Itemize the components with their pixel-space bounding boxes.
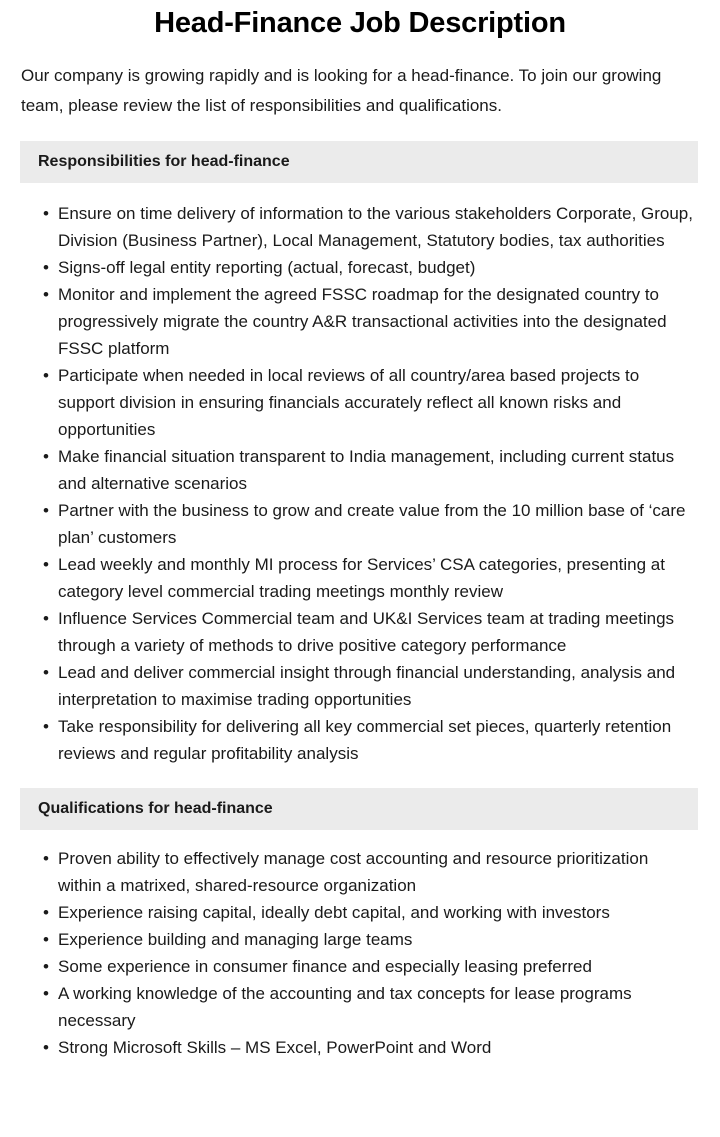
section-header-responsibilities: Responsibilities for head-finance (20, 141, 698, 183)
qualifications-list (0, 830, 720, 1061)
list-item: • Ensure on time delivery of information to the various stakeholders Corporate, Group, Division (Business Partner), Local Management, Statutory bodies, tax authorities (0, 200, 720, 254)
list-item: • Experience building and managing large teams (0, 926, 720, 953)
list-item: • Take responsibility for delivering all key commercial set pieces, quarterly retention reviews and regular profitability analysis (0, 713, 720, 767)
list-item: • A working knowledge of the accounting and tax concepts for lease programs necessary (0, 980, 720, 1034)
list-item: • Experience raising capital, ideally debt capital, and working with investors (0, 899, 720, 926)
intro-paragraph: Our company is growing rapidly and is looking for a head-finance. To join our growing team, please review the list of responsibilities and qualifications. (21, 66, 662, 115)
list-item: • Make financial situation transparent to India management, including current status and alternative scenarios (0, 443, 720, 497)
list-item: • Lead and deliver commercial insight through financial understanding, analysis and interpretation to maximise trading opportunities (0, 659, 720, 713)
list-item: • Participate when needed in local reviews of all country/area based projects to support division in ensuring financials accurately reflect all known risks and opportunities (0, 362, 720, 443)
section-qualifications (0, 788, 720, 1061)
list-item: • Partner with the business to grow and create value from the 10 million base of ‘care plan’ customers (0, 497, 720, 551)
section-header-qualifications: Qualifications for head-finance (20, 788, 698, 830)
list-item: • Signs-off legal entity reporting (actual, forecast, budget) (0, 254, 720, 281)
list-item: • Proven ability to effectively manage cost accounting and resource prioritization within a matrixed, shared-resource organization (0, 845, 720, 899)
list-item: • Influence Services Commercial team and UK&I Services team at trading meetings through a variety of methods to drive positive category performance (0, 605, 720, 659)
list-item: • Strong Microsoft Skills – MS Excel, PowerPoint and Word (0, 1034, 720, 1061)
list-item: • Monitor and implement the agreed FSSC roadmap for the designated country to progressively migrate the country A&R transactional activities into the designated FSSC platform (0, 281, 720, 362)
responsibilities-list (0, 183, 720, 767)
page-title: Head-Finance Job Description (154, 7, 566, 39)
list-item: • Some experience in consumer finance and especially leasing preferred (0, 953, 720, 980)
list-item: • Lead weekly and monthly MI process for Services’ CSA categories, presenting at category level commercial trading meetings monthly review (0, 551, 720, 605)
section-responsibilities (0, 141, 720, 767)
